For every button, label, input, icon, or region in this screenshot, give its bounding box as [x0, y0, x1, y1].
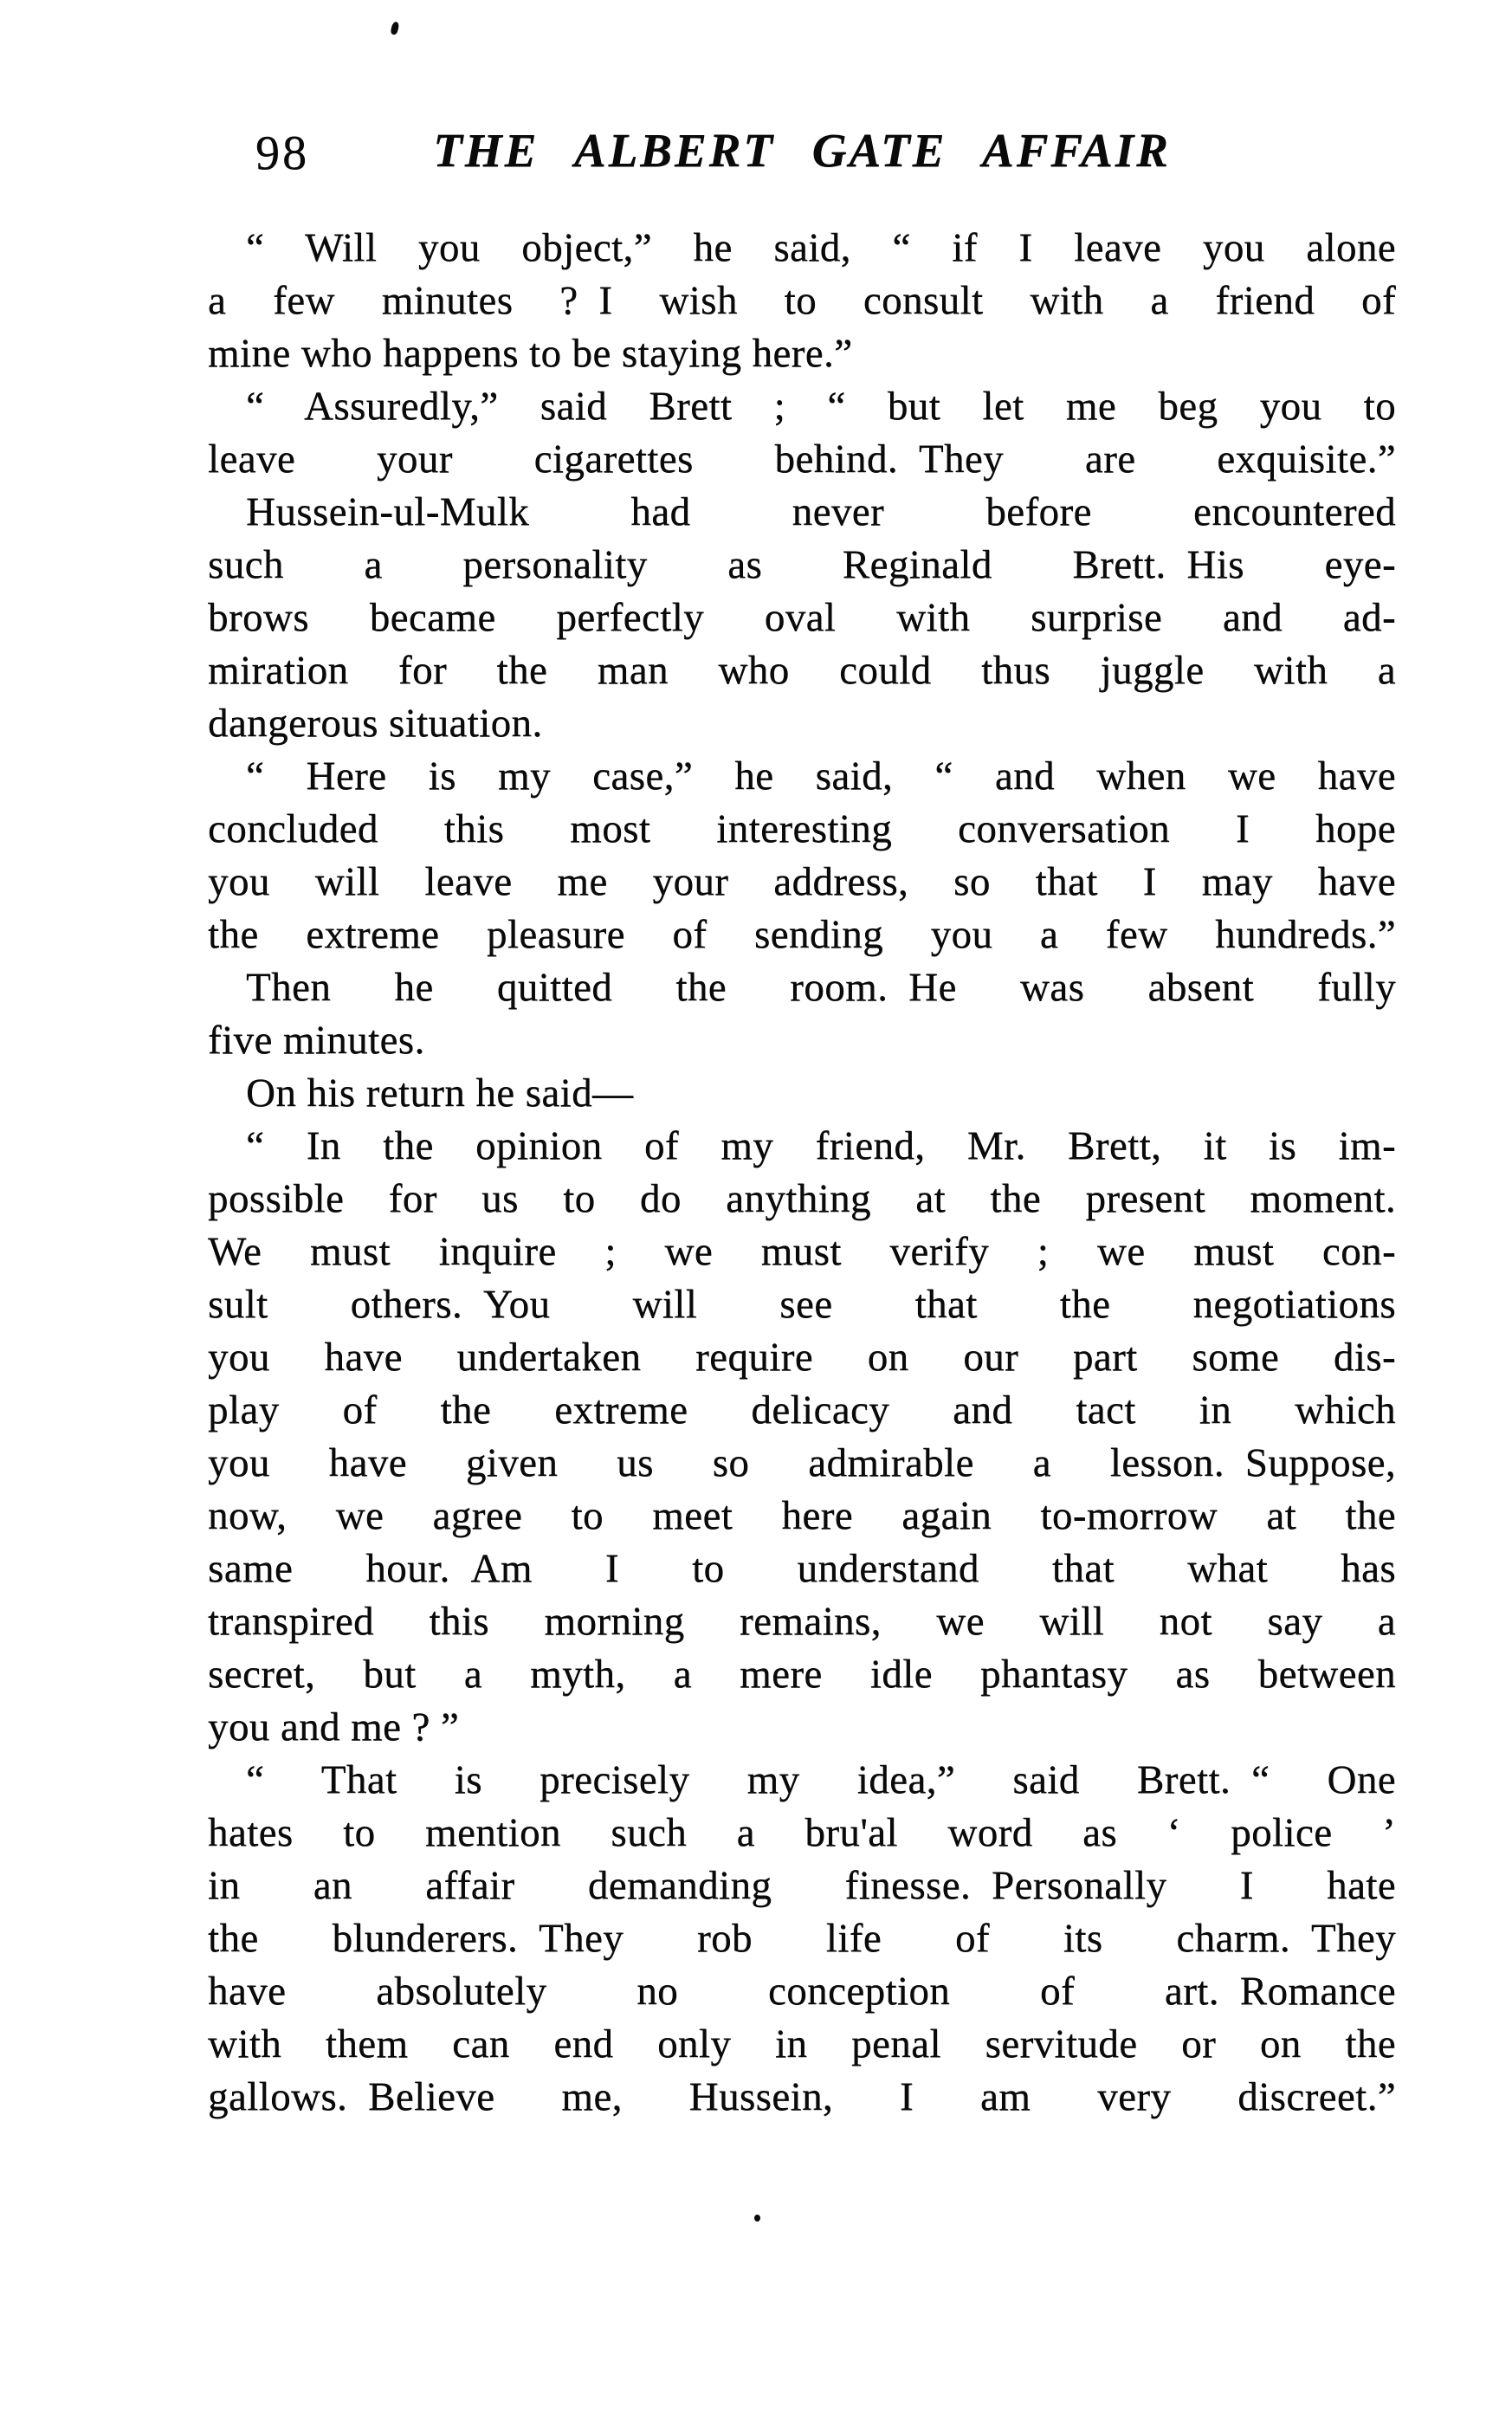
- text-line: the blunderers. They rob life of its charm. They: [208, 1916, 1396, 1961]
- text-line: “ Assuredly,” said Brett ; “ but let me beg you to: [246, 384, 1396, 429]
- text-line: leave your cigarettes behind. They are exquisite.”: [208, 437, 1396, 482]
- text-line: such a personality as Reginald Brett. His eye-: [208, 542, 1396, 587]
- text-line: play of the extreme delicacy and tact in which: [208, 1387, 1396, 1433]
- text-line: have absolutely no conception of art. Romance: [208, 1969, 1396, 2014]
- text-line: you and me ? ”: [208, 1704, 460, 1750]
- text-line: with them can end only in penal servitude or on the: [208, 2021, 1396, 2067]
- running-title: THE ALBERT GATE AFFAIR: [433, 124, 1171, 177]
- page-text: [208, 222, 1396, 2124]
- text-line: sult others. You will see that the negotiations: [208, 1282, 1396, 1327]
- text-line: On his return he said—: [246, 1070, 634, 1116]
- text-line: a few minutes ? I wish to consult with a friend of: [208, 278, 1396, 323]
- text-line: you will leave me your address, so that I may have: [208, 859, 1396, 904]
- text-line: hates to mention such a bru'al word as ‘ police ’: [208, 1810, 1396, 1855]
- text-line: in an affair demanding finesse. Personally I hate: [208, 1863, 1396, 1908]
- text-line: now, we agree to meet here again to-morrow at the: [208, 1493, 1396, 1538]
- text-line: you have given us so admirable a lesson. Suppose,: [208, 1440, 1396, 1485]
- text-line: dangerous situation.: [208, 701, 543, 746]
- text-line: Then he quitted the room. He was absent fully: [246, 965, 1396, 1010]
- text-line: concluded this most interesting conversation I hope: [208, 806, 1396, 851]
- page-header: [208, 124, 1396, 184]
- text-line: miration for the man who could thus juggle with a: [208, 648, 1396, 693]
- text-line: “ That is precisely my idea,” said Brett. “ One: [246, 1757, 1396, 1802]
- text-line: gallows. Believe me, Hussein, I am very discreet.”: [208, 2074, 1396, 2119]
- text-line: secret, but a myth, a mere idle phantasy as between: [208, 1652, 1396, 1697]
- text-line: the extreme pleasure of sending you a few hundreds.”: [208, 912, 1396, 957]
- text-line: brows became perfectly oval with surprise and ad-: [208, 595, 1396, 640]
- scan-speck: [390, 21, 399, 35]
- text-line: transpired this morning remains, we will not say a: [208, 1599, 1396, 1644]
- page-number: 98: [255, 126, 309, 180]
- text-line: “ Here is my case,” he said, “ and when we have: [246, 754, 1396, 799]
- text-line: possible for us to do anything at the present moment.: [208, 1176, 1396, 1221]
- text-line: five minutes.: [208, 1018, 425, 1063]
- text-line: you have undertaken require on our part some dis-: [208, 1335, 1396, 1380]
- text-line: Hussein-ul-Mulk had never before encountered: [246, 489, 1396, 534]
- text-line: mine who happens to be staying here.”: [208, 331, 853, 376]
- text-line: same hour. Am I to understand that what has: [208, 1546, 1396, 1591]
- text-line: “ In the opinion of my friend, Mr. Brett, it is im-: [246, 1123, 1396, 1168]
- text-line: “ Will you object,” he said, “ if I leave you alone: [246, 225, 1396, 270]
- scan-speck: [754, 2215, 760, 2222]
- text-line: We must inquire ; we must verify ; we must con-: [208, 1229, 1396, 1274]
